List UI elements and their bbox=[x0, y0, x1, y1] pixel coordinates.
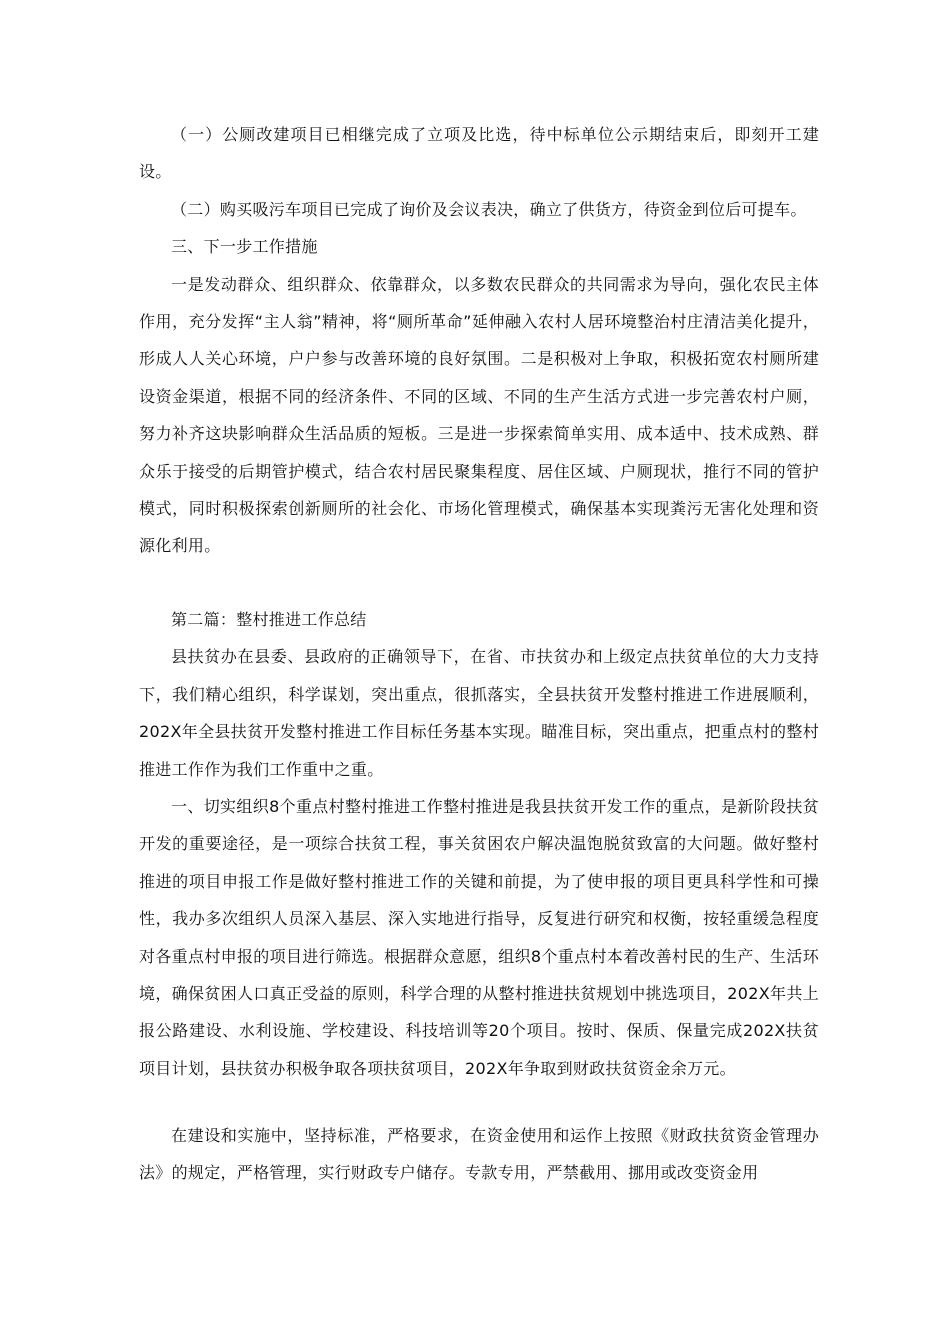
paragraph-construction-implementation: 在建设和实施中，坚持标准，严格要求，在资金使用和运作上按照《财政扶贫资金管理办法》的规定，严格管理，实行财政专户储存。专款专用，严禁截用、挪用或改变资金用 bbox=[139, 1126, 819, 1183]
paragraph-key-villages-work: 一、切实组织8个重点村整村推进工作整村推进是我县扶贫开发工作的重点，是新阶段扶贫开发的重要途径，是一项综合扶贫工程，事关贫困农户解决温饱脱贫致富的大问题。做好整村推进的项目申报工作是做好整村推进工作的关键和前提，为了使申报的项目更具科学性和可操性，我办多次组织人员深入基层、深入实地进行指导，反复进行研究和权衡，按轻重缓急程度对各重点村申报的项目进行筛选。根据群众意愿，组织8个重点村本着改善村民的生产、生活环境，确保贫困人口真正受益的原则，科学合理的从整村推进扶贫规划中挑选项目，202X年共上报公路建设、水利设施、学校建设、科技培训等20个项目。按时、保质、保量完成202X扶贫项目计划，县扶贫办积极争取各项扶贫项目，202X年争取到财政扶贫资金余万元。 bbox=[139, 797, 819, 1078]
section-part-three bbox=[139, 1117, 819, 1192]
chapter-heading-second-article: 第二篇：整村推进工作总结 bbox=[171, 610, 367, 629]
paragraph-sewage-truck-project: （二）购买吸污车项目已完成了询价及会议表决，确立了供货方，待资金到位后可提车。 bbox=[171, 199, 807, 219]
section-heading-next-steps: 三、下一步工作措施 bbox=[171, 237, 318, 257]
paragraph-public-toilet-project: （一）公厕改建项目已相继完成了立项及比选，待中标单位公示期结束后，即刻开工建设。 bbox=[139, 125, 819, 182]
section-part-two bbox=[139, 601, 819, 1087]
paragraph-county-poverty-office-intro: 县扶贫办在县委、县政府的正确领导下，在省、市扶贫办和上级定点扶贫单位的大力支持下，我们精心组织，科学谋划，突出重点，很抓落实，全县扶贫开发整村推进工作进展顺利，202X年全县扶贫开发整村推进工作目标任务基本实现。瞄准目标，突出重点，把重点村的整村推进工作作为我们工作重中之重。 bbox=[139, 647, 819, 779]
paragraph-next-steps-measures: 一是发动群众、组织群众、依靠群众，以多数农民群众的共同需求为导向，强化农民主体作用，充分发挥“主人翁”精神，将“厕所革命”延伸融入农村人居环境整治村庄清洁美化提升，形成人人关心环境，户户参与改善环境的良好氛围。二是积极对上争取，积极拓宽农村厕所建设资金渠道，根据不同的经济条件、不同的区域、不同的生产生活方式进一步完善农村户厕，努力补齐这块影响群众生活品质的短板。三是进一步探索简单实用、成本适中、技术成熟、群众乐于接受的后期管护模式，结合农村居民聚集程度、居住区域、户厕现状，推行不同的管护模式，同时积极探索创新厕所的社会化、市场化管理模式，确保基本实现粪污无害化处理和资源化利用。 bbox=[139, 274, 819, 556]
section-part-one bbox=[139, 116, 819, 565]
